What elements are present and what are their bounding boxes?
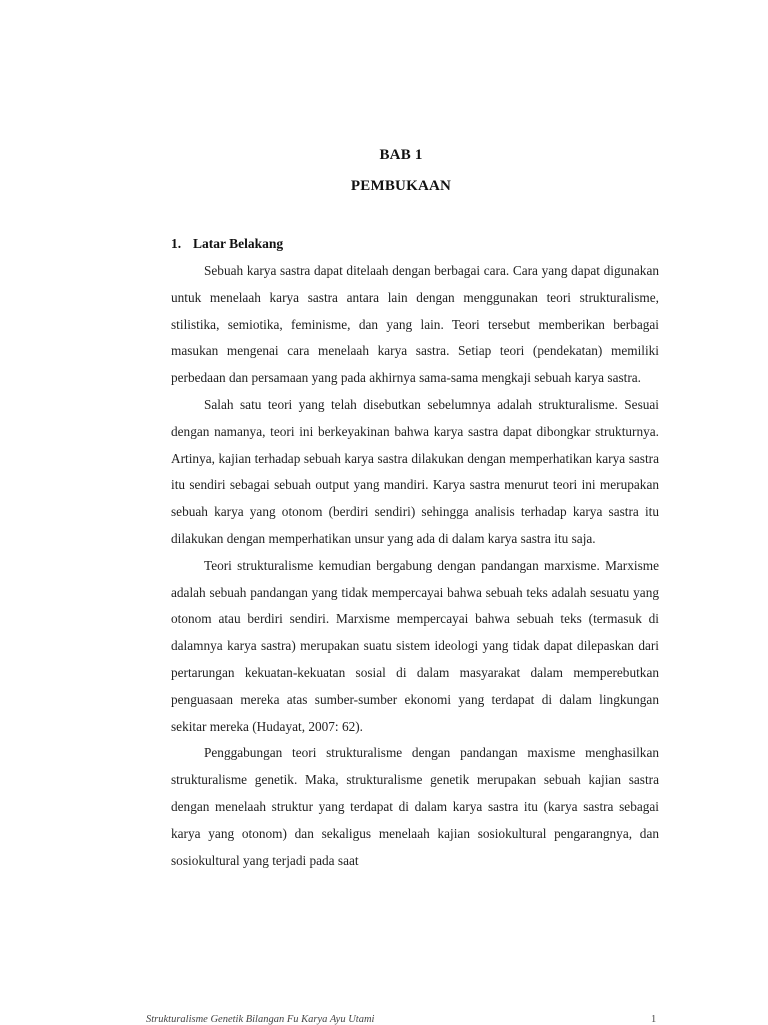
chapter-number: BAB 1 — [379, 147, 423, 163]
page-number: 1 — [651, 1014, 657, 1025]
section-heading — [171, 236, 283, 252]
body-text — [171, 258, 659, 874]
paragraph-1: Sebuah karya sastra dapat ditelaah dengan berbagai cara. Cara yang dapat digunakan untuk menelaah karya sastra antara lain dengan menggunakan teori strukturalisme, stilistika, semiotika, feminisme, dan yang lain. Teori tersebut memberikan berbagai masukan mengenai cara menelaah karya sastra. Setiap teori (pendekatan) memiliki perbedaan dan persamaan yang pada akhirnya sama-sama mengkaji sebuah karya sastra. — [171, 263, 659, 386]
chapter-title: PEMBUKAAN — [350, 178, 452, 194]
section-number: 1. — [171, 236, 182, 251]
running-footer: Strukturalisme Genetik Bilangan Fu Karya Ayu Utami — [146, 1014, 375, 1025]
paragraph-4: Penggabungan teori strukturalisme dengan pandangan maxisme menghasilkan strukturalisme genetik. Maka, strukturalisme genetik merupakan sebuah kajian sastra dengan menelaah struktur yang terdapat di dalam karya sastra itu (karya sastra sebagai karya yang otonom) dan sekaligus menelaah kajian sosiokultural pengarangnya, dan sosiokultural yang terjadi pada saat — [171, 745, 659, 868]
section-title: Latar Belakang — [193, 236, 284, 251]
paragraph-2: Salah satu teori yang telah disebutkan sebelumnya adalah strukturalisme. Sesuai dengan namanya, teori ini berkeyakinan bahwa karya sastra dapat dibongkar strukturnya. Artinya, kajian terhadap sebuah karya sastra dilakukan dengan memperhatikan karya sastra itu sendiri sebagai sebuah output yang mandiri. Karya sastra menurut teori ini merupakan sebuah karya yang otonom (berdiri sendiri) sehingga analisis terhadap karya sastra itu dilakukan dengan memperhatikan unsur yang ada di dalam karya sastra itu saja. — [171, 396, 659, 546]
paragraph-3: Teori strukturalisme kemudian bergabung dengan pandangan marxisme. Marxisme adalah sebuah pandangan yang tidak mempercayai bahwa sebuah teks adalah sesuatu yang otonom atau berdiri sendiri. Marxisme mempercayai bahwa sebuah teks (termasuk di dalamnya karya sastra) merupakan suatu sistem ideologi yang tidak dapat dilepaskan dari pertarungan kekuatan-kekuatan sosial di dalam masyarakat dalam memperebutkan penguasaan mereka atas sumber-sumber ekonomi yang terdapat di dalam lingkungan sekitar mereka (Hudayat, 2007: 62). — [171, 557, 659, 734]
